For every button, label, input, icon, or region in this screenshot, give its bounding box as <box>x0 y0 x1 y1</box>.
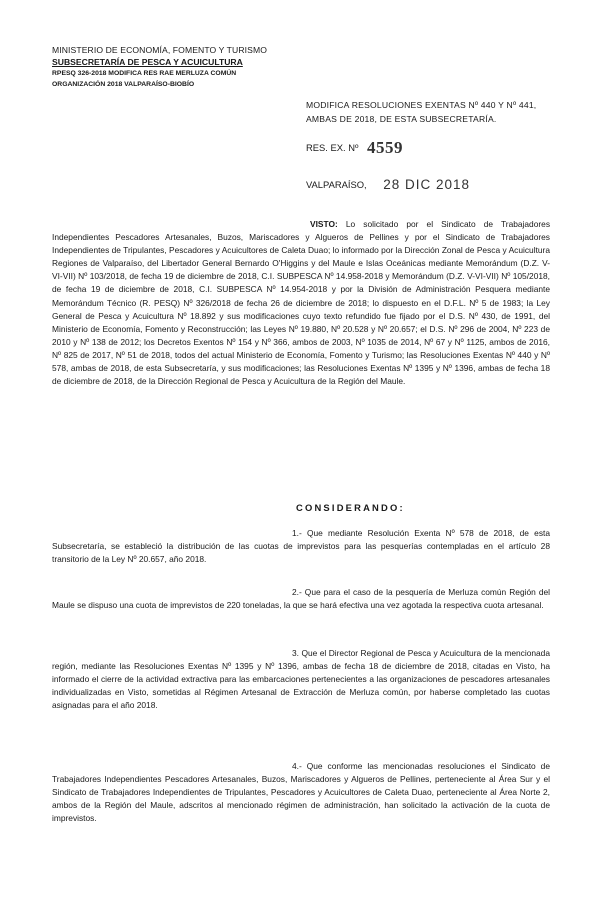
considerando-3 <box>52 647 550 712</box>
date-line <box>306 177 470 192</box>
subsecretaria-name: SUBSECRETARÍA DE PESCA Y ACUICULTURA <box>52 57 243 67</box>
reference-line-2: ORGANIZACIÓN 2018 VALPARAÍSO-BIOBÍO <box>52 81 195 88</box>
place-label: VALPARAÍSO, <box>306 179 367 190</box>
date-stamp: 28 DIC 2018 <box>383 177 471 192</box>
considerando-3-text: 3. Que el Director Regional de Pesca y Acuicultura de la mencionada región, mediante las Resoluciones Exentas Nº 1395 y Nº 1396, ambas de fecha 18 de diciembre de 2018, citadas en Visto, ha informado el cierre de la actividad extractiva para las embarcaciones pertenecientes a las organizaciones de pescadores artesanales individualizadas en Visto, sometidas al Régimen Artesanal de Extracción de Merluza común, por haberse completado las cuotas asignadas para el año 2018. <box>52 648 550 711</box>
considerando-4 <box>52 760 550 825</box>
resolution-number: 4559 <box>367 138 404 157</box>
considerando-2 <box>52 586 550 612</box>
visto-label: VISTO: <box>310 219 338 229</box>
visto-paragraph <box>52 218 550 388</box>
resolution-subject: MODIFICA RESOLUCIONES EXENTAS Nº 440 Y Nº 441, AMBAS DE 2018, DE ESTA SUBSECRETARÍA. <box>306 100 537 124</box>
letterhead <box>52 44 292 90</box>
considerando-1-text: 1.- Que mediante Resolución Exenta Nº 578 de 2018, de esta Subsecretaría, se estableció la distribución de las cuotas de imprevistos para las pesquerías contempladas en el artículo 28 transitorio de la Ley Nº 20.657, año 2018. <box>52 528 550 565</box>
resolution-number-line <box>306 138 403 158</box>
visto-text: Lo solicitado por el Sindicato de Trabajadores Independientes Pescadores Artesanales, Buzos, Mariscadores y Algueros de Pellines y por el Sindicato de Trabajadores Independientes de Tripulantes, Pescadores y Acuicultores de Caleta Duao; lo informado por la Dirección Zonal de Pesca y Acuicultura Regiones de Valparaíso, del Libertador General Bernardo O'Higgins y del Maule e Islas Oceánicas mediante Memorándum (D.Z. V-VI-VII) Nº 103/2018, de fecha 19 de diciembre de 2018, C.I. SUBPESCA Nº 14.958-2018 y Memorándum (D.Z. V-VI-VII) Nº 105/2018, de fecha 19 de diciembre de 2018, C.I. SUBPESCA Nº 14.954-2018 y por la División de Administración Pesquera mediante Memorándum Técnico (R. PESQ) Nº 326/2018 de fecha 26 de diciembre de 2018; lo dispuesto en el D.F.L. Nº 5 de 1983; la Ley General de Pesca y Acuicultura Nº 18.892 y sus modificaciones cuyo texto refundido fue fijado por el D.S. Nº 430, de 1991, del Ministerio de Economía, Fomento y Reconstrucción; las Leyes Nº 19.880, Nº 20.528 y Nº 20.657; el D.S. Nº 296 de 2004, Nº 223 de 2010 y Nº 138 de 2012; los Decretos Exentos Nº 154 y Nº 366, ambos de 2003, Nº 1035 de 2014, Nº 67 y Nº 1125, ambos de 2016, Nº 825 de 2017, Nº 51 de 2018, todos del actual Ministerio de Economía, Fomento y Turismo; las Resoluciones Exentas Nº 440 y Nº 578, ambas de 2018, de esta Subsecretaría, y sus modificaciones; las Resoluciones Exentas Nº 1395 y Nº 1396, ambas de fecha 18 de diciembre de 2018, de la Dirección Regional de Pesca y Acuicultura de la Región del Maule. <box>52 219 551 387</box>
considerando-4-text: 4.- Que conforme las mencionadas resoluciones el Sindicato de Trabajadores Independientes Pescadores Artesanales, Buzos, Mariscadores y Algueros de Pellines, perteneciente al Área Sur y el Sindicato de Trabajadores Independientes de Tripulantes, Pescadores y Acuicultores de Caleta Duao, perteneciente al Área Norte 2, ambos de la Región del Maule, adscritos al mencionado régimen de administración, han solicitado la activación de la cuota de imprevistos. <box>52 761 550 824</box>
considerando-heading: CONSIDERANDO: <box>296 502 405 513</box>
considerando-1 <box>52 527 550 566</box>
ministry-name: MINISTERIO DE ECONOMÍA, FOMENTO Y TURISMO <box>52 45 267 55</box>
reference-line-1: RPESQ 326-2018 MODIFICA RES RAE MERLUZA COMÚN <box>52 70 237 77</box>
resolution-number-label: RES. EX. Nº <box>306 142 359 153</box>
considerando-2-text: 2.- Que para el caso de la pesquería de Merluza común Región del Maule se dispuso una cuota de imprevistos de 220 toneladas, la que se hará efectiva una vez agotada la respectiva cuota artesanal. <box>52 587 550 611</box>
